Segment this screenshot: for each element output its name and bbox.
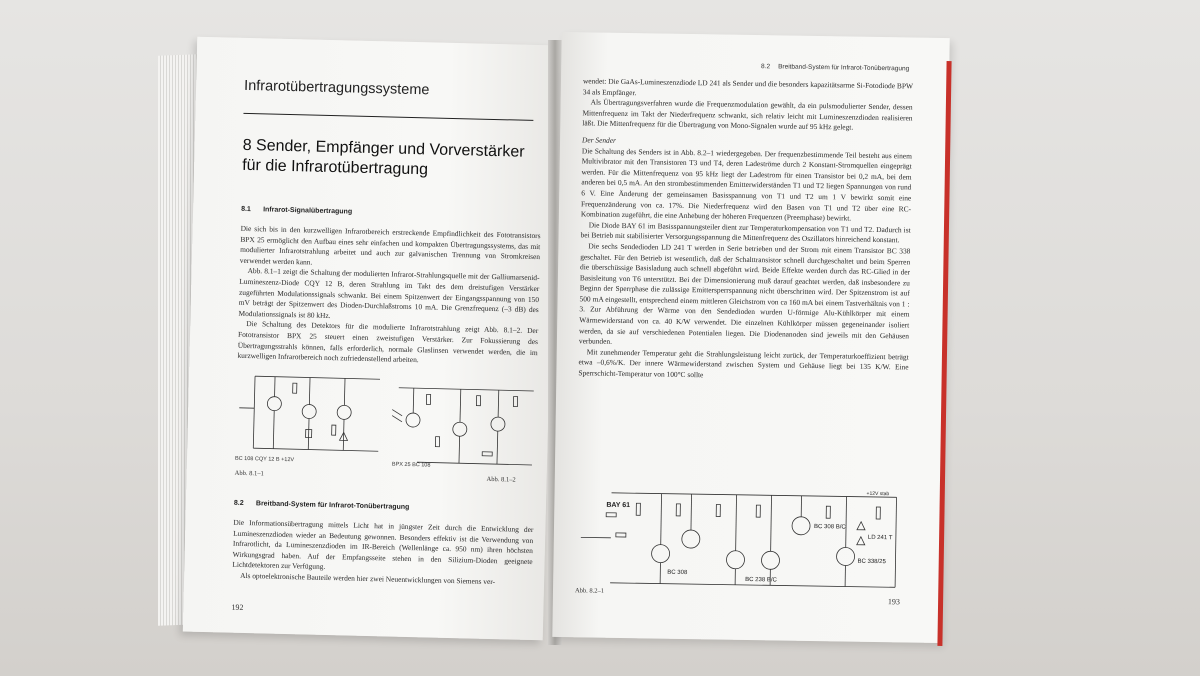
label-supply: +12V bbox=[281, 456, 295, 464]
figure-8-1-1-caption: Abb. 8.1–1 bbox=[234, 469, 264, 478]
label-bc108: BC 108 bbox=[234, 455, 254, 463]
right-page bbox=[552, 32, 949, 643]
label-ld241t: LD 241 T bbox=[867, 534, 893, 542]
paragraph: Die Schaltung des Senders ist in Abb. 8.2–1 wiedergegeben. Der frequenzbestimmende Teil besteht aus einem Multivibrator mit den Transistoren T3 und T4, deren Ladeströme durch 2 Konstant-Stromquellen eingeprägt werden. Für die Mittenfrequenz von 95 kHz liegt der Ladestrom für einen Transistor bei 0,2 mA, bei dem anderen bei 0,5 mA. An den strombestimmenden Emitterwiderständen T1 und T2 liegen Spannungen von rund 6 V. Eine Änderung der gemeinsamen Basisspannung von T1 und T2 um 1 V bewirkt somit eine Frequenzänderung von ca. 17%. Die Niederfrequenz wird den Basen von T1 und T2 über eine RC-Kombination zugeführt, die eine Anhebung der höheren Frequenzen (Preemphase) bewirkt. bbox=[580, 145, 912, 223]
label-bay61: BAY 61 bbox=[606, 501, 631, 510]
paragraph: Als optoelektronische Bauteile werden hier zwei Neuentwicklungen von Siemens ver- bbox=[240, 570, 496, 587]
paragraph: wendet: Die GaAs-Lumineszenzdiode LD 241 als Sender und die besonders kapazitätsarme Si-Fotodiode BPW 34 als Empfänger. bbox=[582, 76, 914, 97]
subheading-der-sender: Der Sender bbox=[582, 135, 617, 145]
figure-8-2-1-schematic bbox=[575, 482, 912, 597]
page-number-right: 193 bbox=[887, 597, 900, 607]
chapter-title: 8 Sender, Empfänger und Vorverstärker für die Infrarotübertragung bbox=[241, 136, 525, 179]
right-text-top bbox=[578, 76, 913, 384]
paragraph: Abb. 8.1–1 zeigt die Schaltung der modulierten Infrarot-Strahlungsquelle mit der Galliumarsenid-Lumineszenz-Diode CQY 12 B, deren Strahlung im Takt des dem dreistufigen Verstärker zugeführten Modulationssignals schwankt. Bei einem Spitzenwert der Eingangsspannung von 150 mV beträgt der Spitzenwert des Dioden-Durchlaßstroms 10 mA. Die Grenzfrequenz (–3 dB) des Modulationssignals ist 80 kHz. bbox=[238, 266, 540, 320]
label-supply: +12V stab bbox=[866, 490, 890, 498]
label-cqy12b: CQY 12 B bbox=[254, 456, 280, 463]
section-heading-8-1 bbox=[241, 206, 352, 216]
section-title: Infrarot-Signalübertragung bbox=[263, 206, 353, 216]
running-header-right bbox=[761, 63, 909, 72]
paragraph: Die Schaltung des Detektors für die modulierte Infrarotstrahlung zeigt Abb. 8.1–2. Der Fototransistor BPX 25 steuert einen zweistufigen Verstärker. Zur Fokussierung des Übertragungsstrahls können, falls erforderlich, normale Glaslinsen verwendet werden, die im kurzwelligen Infrarotbereich noch zufriedenstellend arbeiten. bbox=[237, 319, 539, 365]
paragraph: Die Informationsübertragung mittels Licht hat in jüngster Zeit durch die Entwicklung der Lumineszenzdioden wieder an Bedeutung gewonnen. Besonders effektiv ist die Verwendung von Infrarotlicht, da Lumineszenzdioden im IR-Bereich (Wellenlänge ca. 950 nm) ihren höchsten Wirkungsgrad haben. Auf der Empfangsseite stehen in den Silizium-Dioden geeignete Lichtdetektoren zur Verfügung. bbox=[232, 517, 534, 572]
header-section-number: 8.2 bbox=[760, 63, 771, 71]
running-header-left: Infrarotübertragungssysteme bbox=[243, 77, 430, 99]
label-bc108: BC 108 bbox=[412, 462, 431, 469]
left-page bbox=[183, 37, 557, 641]
header-rule bbox=[243, 113, 533, 121]
section-8-2-text bbox=[232, 518, 533, 589]
figure-8-1-2-caption: Abb. 8.1–2 bbox=[486, 475, 516, 484]
header-section-title: Breitband-System für Infrarot-Tonübertragung bbox=[778, 63, 910, 73]
paragraph: Die sich bis in den kurzwelligen Infrarotbereich erstreckende Empfindlichkeit des Fototransistors BPX 25 ermöglicht den Aufbau eines sehr einfachen und kompakten Übertragungssystems, das mit modulierter Infrarotstrahlung arbeitet und auch zur galvanischen Trennung von Stromkreisen verwendet werden kann. bbox=[239, 223, 541, 267]
paragraph: Mit zunehmender Temperatur geht die Strahlungsleistung leicht zurück, der Temperaturkoeffizient beträgt etwa –0,6%/K. Der innere Wärmewiderstand zwischen System und Gehäuse liegt bei 135 K/W. Eine Sperrschicht-Temperatur von 100°C sollte bbox=[578, 347, 909, 380]
section-8-1-text bbox=[237, 224, 540, 369]
label-bc308: BC 308 bbox=[667, 569, 688, 577]
paragraph: Als Übertragungsverfahren wurde die Frequenzmodulation gewählt, da ein pulsmodulierter Sender, dessen Mittenfrequenz im Takt der Niederfrequenz schwankt, sich relativ leicht mit Lumineszenzdioden realisieren läßt. Die Mittenfrequenz für die Übertragung von Mono-Signalen wurde auf 95 kHz gelegt. bbox=[582, 97, 913, 132]
figure-8-1-2-labels bbox=[392, 462, 431, 469]
label-bpx25: BPX 25 bbox=[391, 461, 411, 469]
section-title: Breitband-System für Infrarot-Tonübertragung bbox=[255, 500, 410, 512]
paragraph: Die Diode BAY 61 im Basisspannungsteiler dient zur Temperaturkompensation von T1 und T2. Dadurch ist bei Betrieb mit stabilisierter Versorgungsspannung die Mittenfrequenz des Oszillators hinreichend konstant. bbox=[580, 220, 911, 245]
section-heading-8-2 bbox=[234, 500, 410, 511]
figure-8-1-2-schematic bbox=[387, 379, 539, 475]
label-bc338: BC 338/25 bbox=[857, 558, 886, 566]
label-bc308bc: BC 308 B/C bbox=[813, 524, 846, 531]
paragraph: Die sechs Sendedioden LD 241 T werden in Serie betrieben und der Strom mit einem Transistor BC 338 geschaltet. Für den Betrieb ist wesentlich, daß der Schalttransistor schnell durchgeschaltet und beim Sperren die überschüssige Basisladung auch schnell abgeführt wird. Beide Effekte werden durch das RC-Glied in der Basisleitung von T6 unterstützt. Bei der Dimensionierung muß darauf geachtet werden, daß insbesondere zu Beginn der Sperrphase die zulässige Emittersperrspannung nicht überschritten wird. Der Spitzenstrom ist auf 500 mA eingestellt, entsprechend einem mittleren Gleichstrom von ca 160 mA bei einem Tastverhältnis von 1 : 3. Zur Abführung der Wärme von den Sendedioden wurden U-förmige Alu-Kühlkörper mit einem Wärmewiderstand von ca. 40 K/W verwendet. Die einzelnen Kühlkörper müssen gegeneinander isoliert werden, da sie auf verschiedenen Potentialen liegen. Die Diodenanoden sind jeweils mit den Gehäusen verbunden. bbox=[578, 241, 911, 347]
section-number: 8.2 bbox=[233, 499, 244, 507]
open-book bbox=[150, 25, 960, 645]
figure-8-2-1-caption: Abb. 8.2–1 bbox=[574, 587, 605, 595]
figure-8-1-1-schematic bbox=[233, 368, 385, 467]
page-number-left: 192 bbox=[231, 602, 244, 612]
section-number: 8.1 bbox=[241, 205, 251, 214]
label-bc238: BC 238 B/C bbox=[745, 576, 777, 584]
